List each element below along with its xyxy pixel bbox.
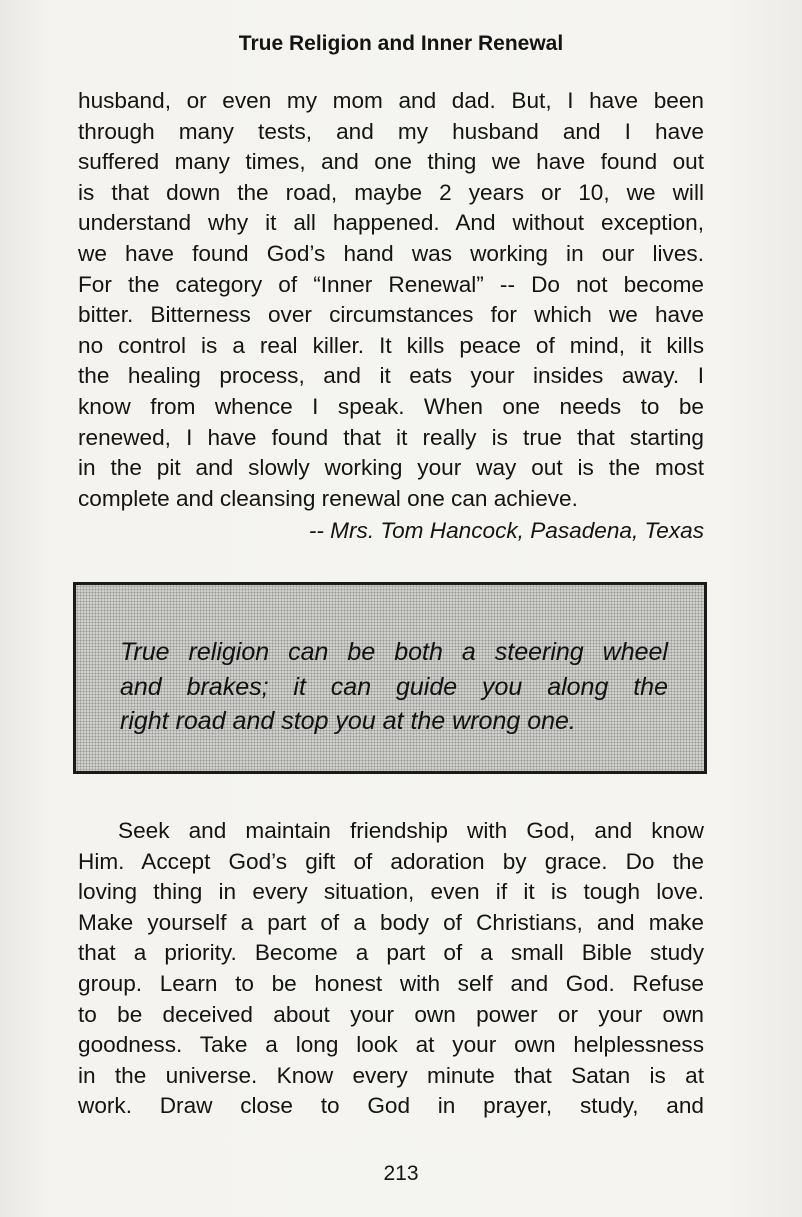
text-line: group. Learn to be honest with self and God. Refuse: [78, 970, 704, 996]
text-line: no control is a real killer. It kills peace of mind, it kills: [78, 332, 704, 358]
text-line: goodness. Take a long look at your own helplessness: [78, 1032, 704, 1058]
text-line: Him. Accept God’s gift of adoration by grace. Do the: [78, 848, 704, 874]
quote-attribution: -- Mrs. Tom Hancock, Pasadena, Texas: [308, 518, 704, 543]
text-line: loving thing in every situation, even if it is tough love.: [78, 879, 704, 905]
text-line: husband, or even my mom and dad. But, I have been: [78, 88, 704, 113]
page-number: 213: [383, 1162, 419, 1185]
pull-quote-text: [120, 635, 668, 739]
text-line: know from whence I speak. When one needs to be: [78, 393, 704, 419]
text-line: to be deceived about your own power or your own: [78, 1001, 704, 1027]
body-paragraph-1: [78, 86, 704, 514]
pull-quote-box: [73, 582, 707, 774]
text-line: complete and cleansing renewal one can achieve.: [78, 485, 578, 511]
quote-line: right road and stop you at the wrong one.: [120, 707, 576, 735]
text-line: renewed, I have found that it really is true that starting: [78, 424, 704, 450]
text-line: in the universe. Know every minute that Satan is at: [78, 1062, 704, 1088]
text-line: Seek and maintain friendship with God, and know: [118, 818, 704, 843]
text-line: that a priority. Become a part of a small Bible study: [78, 940, 704, 966]
text-line: suffered many times, and one thing we have found out: [78, 149, 704, 175]
text-line: understand why it all happened. And without exception,: [78, 210, 704, 236]
text-line: the healing process, and it eats your insides away. I: [78, 363, 704, 389]
text-line: we have found God’s hand was working in our lives.: [78, 240, 704, 266]
quote-line: True religion can be both a steering wheel: [120, 638, 668, 666]
body-paragraph-2: [78, 816, 704, 1122]
text-line: For the category of “Inner Renewal” -- Do not become: [78, 271, 704, 297]
quote-line: and brakes; it can guide you along the: [120, 672, 668, 701]
text-line: in the pit and slowly working your way out is the most: [78, 455, 704, 481]
running-header: True Religion and Inner Renewal: [238, 32, 564, 55]
text-line: through many tests, and my husband and I have: [78, 118, 704, 144]
text-line: is that down the road, maybe 2 years or 10, we will: [78, 179, 704, 205]
text-line: Make yourself a part of a body of Christians, and make: [78, 909, 704, 935]
text-line: work. Draw close to God in prayer, study, and: [78, 1093, 704, 1119]
text-line: bitter. Bitterness over circumstances for which we have: [78, 302, 704, 328]
